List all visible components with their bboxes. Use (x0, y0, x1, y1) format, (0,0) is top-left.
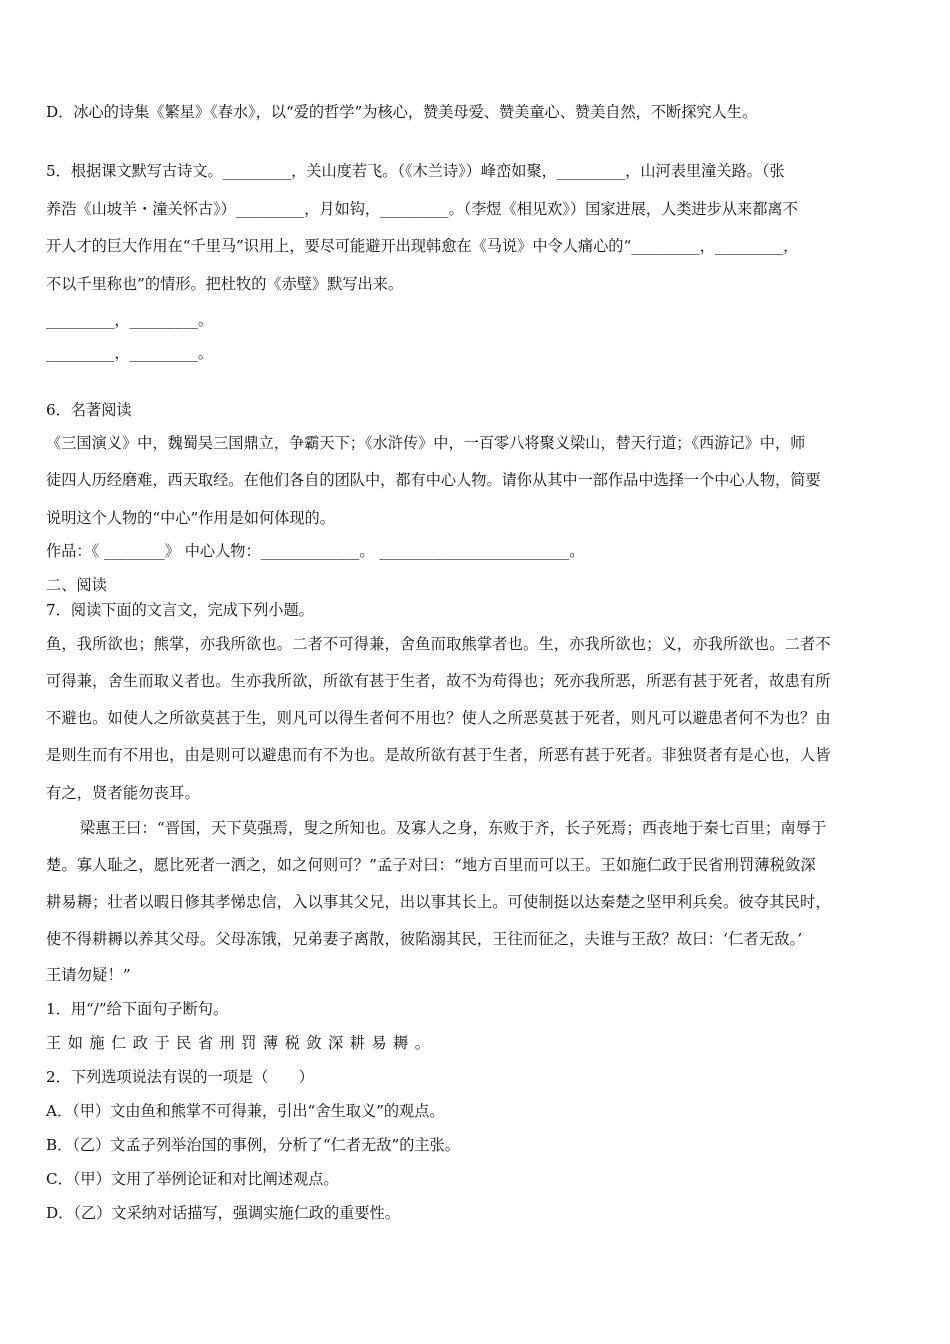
option-d-prev-question: D．冰心的诗集《繁星》《春水》，以“爱的哲学”为核心，赞美母爱、赞美童心、赞美自然，不断探究人生。 (46, 103, 758, 121)
question-6-line-2: 徒四人历经磨难，西天取经。在他们各自的团队中，都有中心人物。请你从其中一部作品中选择一个中心人物，简要 (46, 471, 821, 489)
question-6-answer-line: 作品：《 ________》 中心人物：_____________。 _________________________。 (46, 542, 585, 560)
section-heading-reading: 二、阅读 (46, 576, 107, 594)
passage-b-line-2: 楚。寡人耻之，愿比死者一洒之，如之何则可？”孟子对曰：“地方百里而可以王。王如施仁政于民省刑罚薄税敛深 (46, 856, 816, 874)
passage-b-line-1: 梁惠王曰：“晋国，天下莫强焉，叟之所知也。及寡人之身，东败于齐，长子死焉；西丧地于秦七百里；南辱于 (80, 819, 827, 837)
passage-b-line-5: 王请勿疑！” (46, 966, 131, 984)
passage-a-line-4: 是则生而有不用也，由是则可以避患而有不为也。是故所欲有甚于生者，所恶有甚于死者。非独贤者有是心也，人皆 (46, 746, 831, 764)
option-d: D．（乙）文采纳对话描写，强调实施仁政的重要性。 (46, 1204, 400, 1222)
option-b: B．（乙）文孟子列举治国的事例，分析了“仁者无敌”的主张。 (46, 1136, 460, 1154)
question-5-line-2: 养浩《山坡羊・潼关怀古》）_________，月如钩，_________。（李煜《相见欢》）国家进展，人类进步从来都离不 (46, 200, 798, 218)
question-6-title: 6．名著阅读 (46, 401, 132, 419)
passage-b-line-3: 耕易耨；壮者以暇日修其孝悌忠信，入以事其父兄，出以事其长上。可使制挺以达秦楚之坚甲利兵矣。彼夺其民时， (46, 893, 831, 911)
answer-blank-line-1: _________，_________。 (46, 311, 214, 329)
option-c: C．（甲）文用了举例论证和对比阐述观点。 (46, 1170, 339, 1188)
option-a: A．（甲）文由鱼和熊掌不可得兼，引出“舍生取义”的观点。 (46, 1102, 445, 1120)
question-6-line-3: 说明这个人物的“中心”作用是如何体现的。 (46, 509, 335, 527)
passage-a-line-3: 不避也。如使人之所欲莫甚于生，则凡可以得生者何不用也？使人之所恶莫甚于死者，则凡可以避患者何不为也？由 (46, 709, 831, 727)
question-5-line-1: 5．根据课文默写古诗文。_________，关山度若飞。（《木兰诗》）峰峦如聚，_________，山河表里潼关路。（张 (46, 162, 785, 180)
passage-a-line-1: 鱼，我所欲也；熊掌，亦我所欲也。二者不可得兼，舍鱼而取熊掌者也。生，亦我所欲也；义，亦我所欲也。二者不 (46, 635, 831, 653)
passage-a-line-5: 有之，贤者能勿丧耳。 (46, 784, 200, 802)
passage-b-line-4: 使不得耕耨以养其父母。父母冻饿，兄弟妻子离散，彼陷溺其民，王往而征之，夫谁与王敌？故曰：‘仁者无敌。’ (46, 930, 803, 948)
subquestion-2: 2．下列选项说法有误的一项是（ ） (46, 1068, 314, 1086)
question-7-title: 7．阅读下面的文言文，完成下列小题。 (46, 601, 314, 619)
answer-blank-line-2: _________，_________。 (46, 344, 214, 362)
subquestion-1: 1．用“/”给下面句子断句。 (46, 1000, 229, 1018)
subquestion-1-sentence: 王如施仁政于民省刑罚薄税敛深耕易耨。 (46, 1034, 437, 1052)
question-6-line-1: 《三国演义》中，魏蜀吴三国鼎立，争霸天下；《水浒传》中，一百零八将聚义梁山，替天行道；《西游记》中，师 (46, 434, 806, 452)
question-5-line-3: 开人才的巨大作用在“千里马”识用上，要尽可能避开出现韩愈在《马说》中令人痛心的“_________，_________， (46, 237, 799, 255)
passage-a-line-2: 可得兼，舍生而取义者也。生亦我所欲，所欲有甚于生者，故不为苟得也；死亦我所恶，所恶有甚于死者，故患有所 (46, 672, 831, 690)
question-5-line-4: 不以千里称也”的情形。把杜牧的《赤壁》默写出来。 (46, 275, 404, 293)
